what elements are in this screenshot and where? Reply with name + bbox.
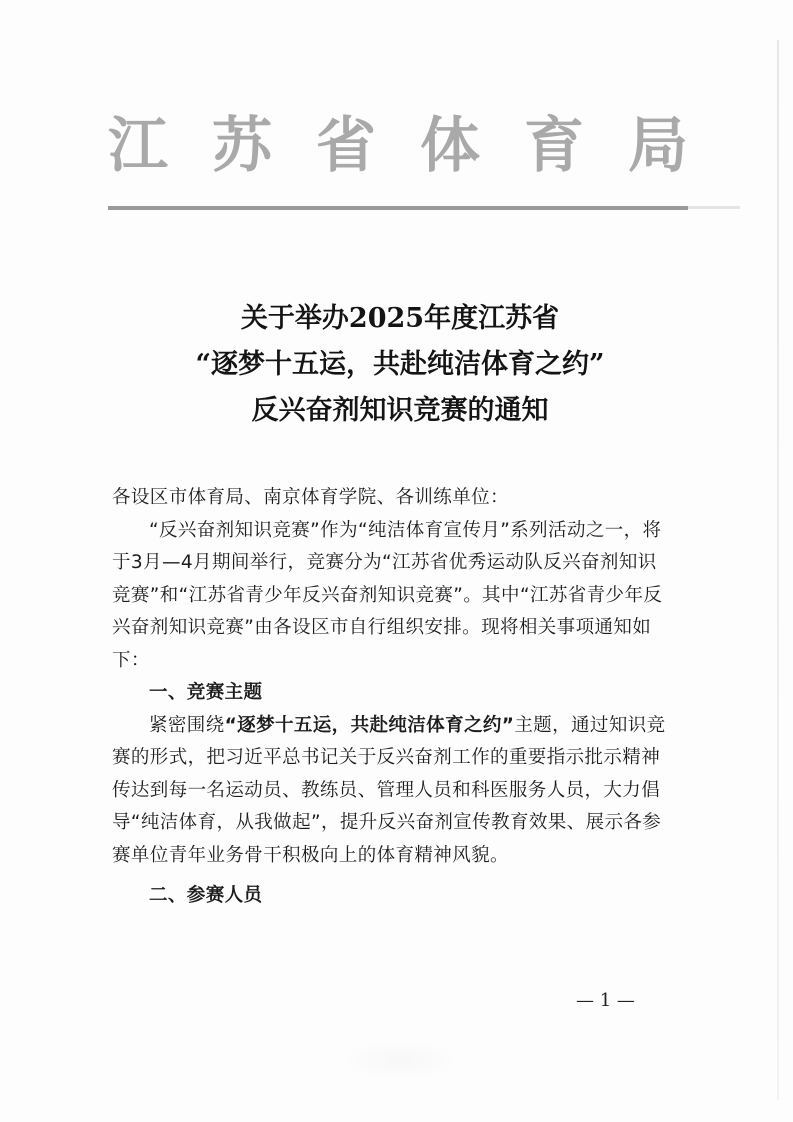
letterhead-char: 省 [316,111,376,181]
section-1-theme: “逐梦十五运，共赴纯洁体育之约” [224,714,515,736]
section-1-paragraph [112,710,672,873]
page-number: — 1 — [576,990,635,1011]
section-1-prefix: 紧密围绕 [149,714,225,736]
letterhead-char: 苏 [212,111,272,181]
scan-bleed-mark [340,1040,460,1080]
letterhead [108,98,688,184]
letterhead-rule [108,206,688,210]
letterhead-rule-fade [688,206,740,209]
section-2-heading: 二、参赛人员 [149,885,263,906]
title-line-2: “逐梦十五运，共赴纯洁体育之约” [195,349,605,380]
salutation: 各设区市体育局、南京体育学院、各训练单位： [112,487,509,508]
document-body [112,482,672,913]
section-1-heading: 一、竞赛主题 [149,682,263,703]
document-title [100,296,700,434]
letterhead-char: 体 [420,111,480,181]
letterhead-char: 局 [628,111,688,181]
title-line-3: 反兴奋剂知识竞赛的通知 [251,395,549,426]
letterhead-char: 育 [524,111,584,181]
title-line-1: 关于举办2025年度江苏省 [240,303,560,334]
letterhead-char: 江 [108,111,168,181]
scan-edge-shadow [777,40,779,1100]
intro-paragraph: “反兴奋剂知识竞赛”作为“纯洁体育宣传月”系列活动之一，将于3月—4月期间举行，竞赛分为“江苏省优秀运动队反兴奋剂知识竞赛”和“江苏省青少年反兴奋剂知识竞赛”。其中“江苏省青少年反兴奋剂知识竞赛”由各设区市自行组织安排。现将相关事项通知如下： [112,519,663,671]
section-1-rest: 主题，通过知识竞赛的形式，把习近平总书记关于反兴奋剂工作的重要指示批示精神传达到每一名运动员、教练员、管理人员和科医服务人员，大力倡导“纯洁体育，从我做起”，提升反兴奋剂宣传教育效果、展示各参赛单位青年业务骨干积极向上的体育精神风貌。 [112,714,666,866]
